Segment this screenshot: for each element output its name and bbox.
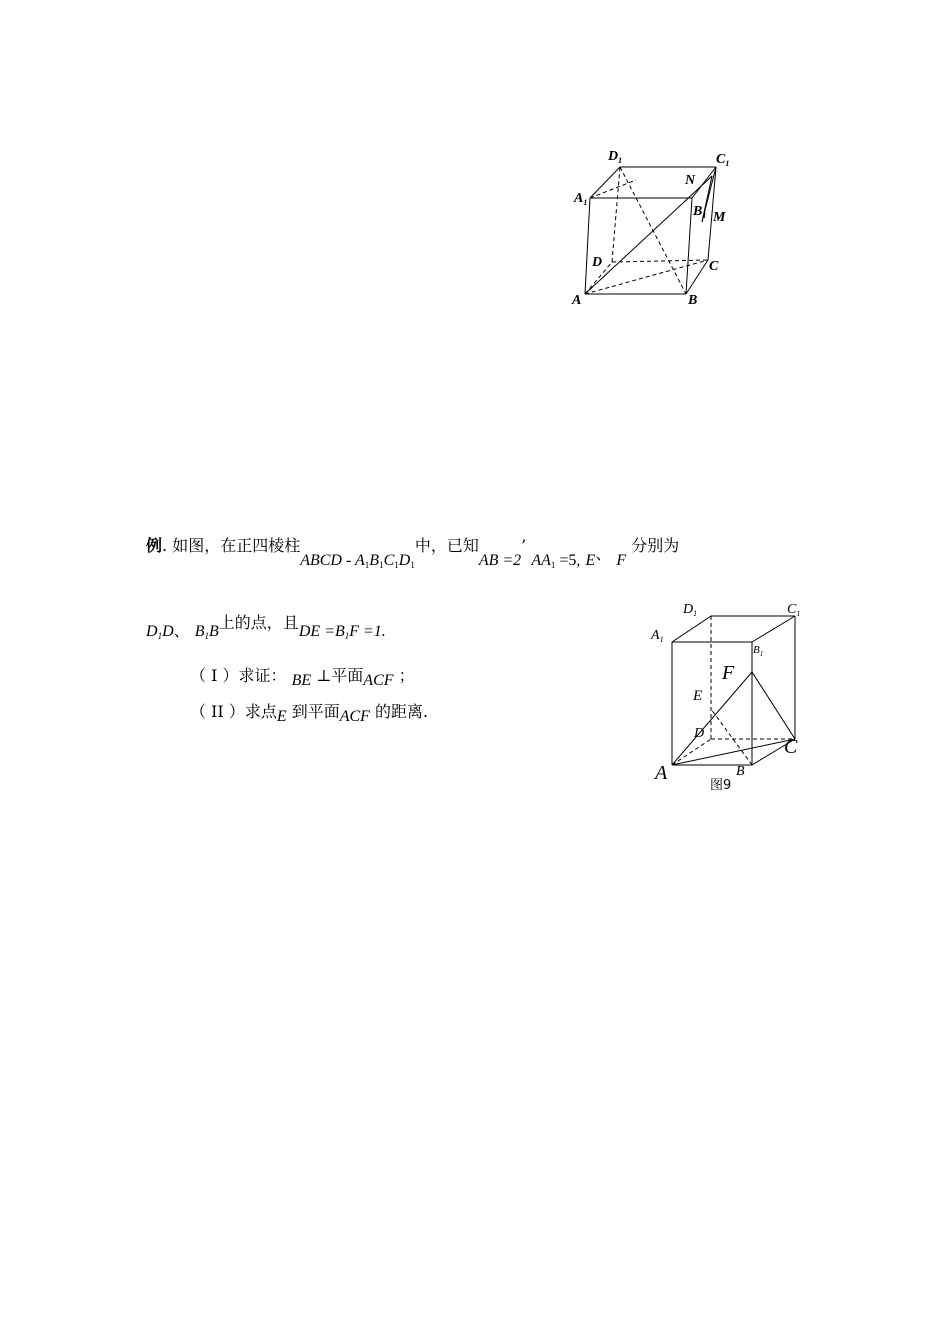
label-f: F	[722, 662, 735, 684]
shang-de-dian: 上的点，且	[218, 613, 299, 632]
comma: ’	[521, 536, 527, 555]
part-1-label: （ I ）求证：	[190, 666, 287, 685]
label-a: A	[655, 762, 668, 784]
fenbiewei: 分别为	[631, 536, 680, 555]
problem-line-2	[146, 613, 386, 641]
part-2	[190, 702, 429, 725]
part-2-mid: 到平面	[291, 702, 340, 721]
zhong-yizhi: 中，已知	[414, 536, 479, 555]
d1d-segment: $D_1D$	[146, 623, 174, 641]
example-mark: 例	[146, 536, 163, 555]
label-b: B	[736, 764, 745, 779]
label-b1: $B_1$	[753, 644, 764, 658]
label-d: D	[694, 726, 705, 741]
segment-b-e	[711, 709, 752, 765]
edge-d-d1	[612, 167, 620, 262]
part-1-end: ；	[398, 666, 415, 685]
segment-c-f	[752, 672, 795, 739]
intro-text: . 如图，在正四棱柱	[162, 536, 301, 555]
label-c1: $C_1$	[787, 602, 801, 618]
part-1	[190, 666, 415, 689]
edge-a1-d1	[590, 167, 620, 198]
label-c: C	[709, 259, 719, 274]
label-n: N	[685, 173, 696, 188]
edge-a1-d1	[672, 616, 711, 642]
label-c1: $C_1$	[716, 152, 730, 168]
de-equation: DE $=B_1F =1$.	[298, 623, 386, 641]
segment-be: BE	[291, 672, 312, 689]
plane-acf-2: ACF	[339, 708, 370, 725]
label-c: C	[784, 736, 798, 758]
perp-symbol: ⊥	[316, 668, 332, 685]
part-2-label: （ II ）求点	[190, 702, 277, 721]
prism-name: ABCD - $A_1B_1C_1D_1$	[300, 552, 415, 570]
figure-parallelepiped	[560, 140, 750, 320]
edge-b1-c1	[752, 616, 795, 642]
plane-word: 平面	[331, 666, 364, 685]
label-b: B	[688, 293, 698, 308]
edge-d-c	[612, 260, 708, 262]
label-a: A	[572, 293, 582, 308]
var-f: F	[616, 552, 627, 569]
ab-equation: AB =2	[478, 552, 522, 569]
aa1-equation: $AA_1 =5$, E	[531, 552, 596, 570]
figure-prism-9	[645, 595, 820, 800]
label-m: M	[713, 210, 726, 225]
label-a1: $A_1$	[574, 191, 588, 207]
edge-b-b1	[686, 198, 692, 294]
part-2-end: 的距离.	[375, 702, 429, 721]
label-d1: $D_1$	[608, 149, 623, 165]
label-d: D	[592, 255, 603, 270]
plane-acf: ACF	[363, 672, 394, 689]
segment-a1-d1-diag	[590, 180, 636, 198]
label-a1: $A_1$	[651, 628, 664, 644]
label-d1: $D_1$	[683, 602, 698, 618]
edge-a-a1	[585, 198, 590, 294]
dun-mark: 、	[595, 544, 612, 563]
point-e: E	[276, 708, 287, 725]
dun-mark-2: 、	[173, 621, 190, 640]
figure-caption: 图9	[710, 778, 732, 793]
label-e: E	[693, 688, 703, 704]
label-b1: $B_1$	[693, 204, 707, 220]
b1b-segment: $B_1B$	[194, 623, 219, 641]
problem-line-1	[146, 536, 680, 570]
